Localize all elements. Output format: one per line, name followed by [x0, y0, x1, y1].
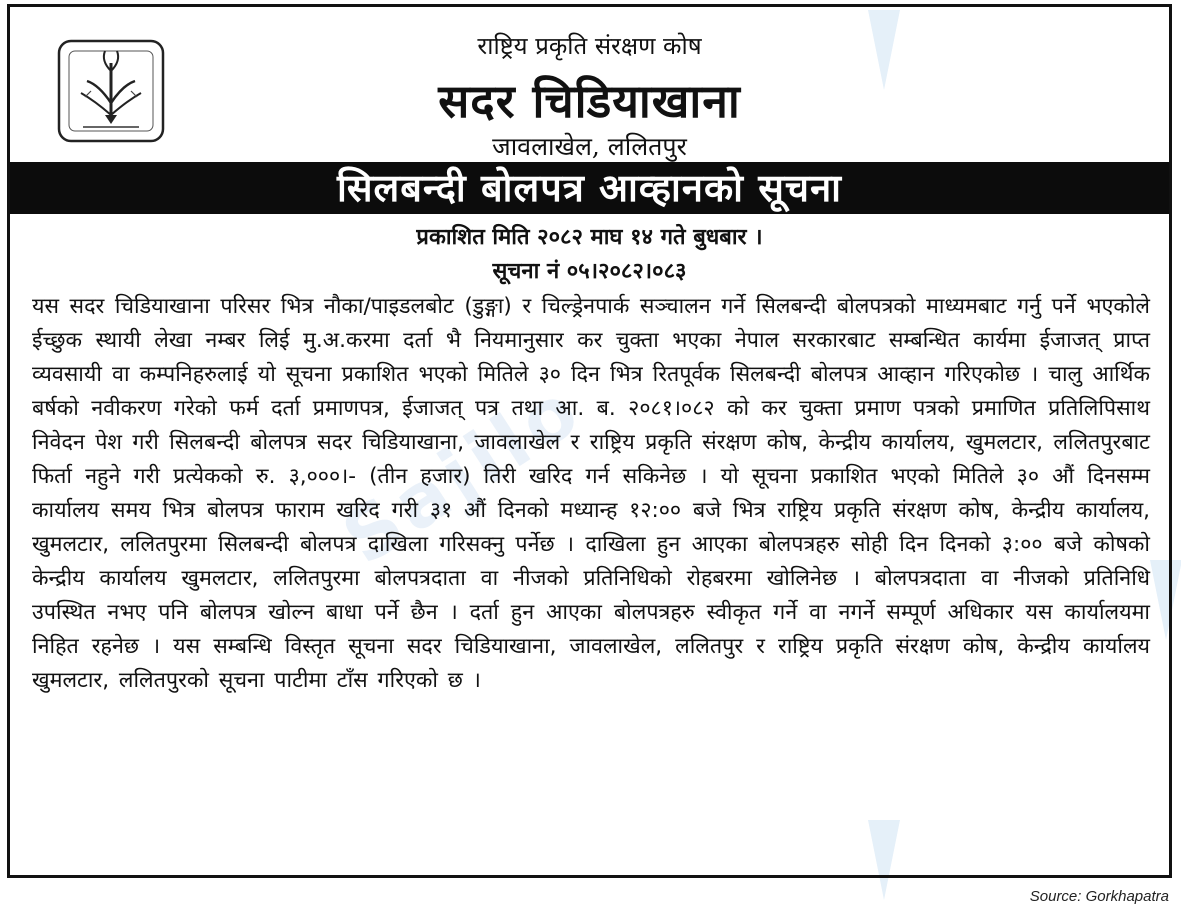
notice-title: सिलबन्दी बोलपत्र आव्हानको सूचना: [10, 162, 1169, 214]
tender-notice: [7, 4, 1172, 878]
published-date: प्रकाशित मिति २०८२ माघ १४ गते बुधबार ।: [416, 225, 763, 250]
notice-number: सूचना नं ०५।२०८२।०८३: [492, 259, 687, 284]
source-credit: Source: Gorkhapatra: [1029, 888, 1169, 905]
office-name: सदर चिडियाखाना: [438, 74, 741, 128]
watermark-text: Sajilo: [328, 364, 599, 582]
notice-body: यस सदर चिडियाखाना परिसर भित्र नौका/पाइडलबोट (डुङ्गा) र चिल्ड्रेनपार्क सञ्चालन गर्ने सिलबन्दी बोलपत्रको माध्यमबाट गर्नु पर्ने भएकोले ईच्छुक स्थायी लेखा नम्बर लिई मु.अ.करमा दर्ता भै नियमानुसार कर चुक्ता भएका नेपाल सरकारबाट सम्बन्धित कार्यमा ईजाजत् प्राप्त व्यवसायी वा कम्पनिहरुलाई यो सूचना प्रकाशित भएको मितिले ३० दिन भित्र रितपूर्वक सिलबन्दी बोलपत्र आव्हान गरिएकोछ । चालु आर्थिक बर्षको नवीकरण गरेको फर्म दर्ता प्रमाणपत्र, ईजाजत् पत्र तथा आ. ब. २०८१।०८२ को कर चुक्ता प्रमाण पत्रको प्रमाणित प्रतिलिपिसाथ निवेदन पेश गरी सिलबन्दी बोलपत्र सदर चिडियाखाना, जावलाखेल र राष्ट्रिय प्रकृति संरक्षण कोष, केन्द्रीय कार्यालय, खुमलटार, ललितपुरबाट फिर्ता नहुने गरी प्रत्येकको रु. ३,०००।- (तीन हजार) तिरी खरिद गर्न सकिनेछ । यो सूचना प्रकाशित भएको मितिले ३० औं दिनसम्म कार्यालय समय भित्र बोलपत्र फाराम खरिद गरी ३१ औं दिनको मध्यान्ह १२:०० बजे भित्र राष्ट्रिय प्रकृति संरक्षण कोष, केन्द्रीय कार्यालय, खुमलटार, ललितपुरमा सिलबन्दी बोलपत्र दाखिला गरिसक्नु पर्नेछ । दाखिला हुन आएका बोलपत्रहरु सोही दिन दिनको ३:०० बजे कोषको केन्द्रीय कार्यालय खुमलटार, ललितपुरमा बोलपत्रदाता वा नीजको प्रतिनिधिको रोहबरमा खोलिनेछ । बोलपत्रदाता वा नीजको प्रतिनिधि उपस्थित नभए पनि बोलपत्र खोल्न बाधा पर्ने छैन । दर्ता हुन आएका बोलपत्रहरु स्वीकृत गर्ने वा नगर्ने सम्पूर्ण अधिकार यस कार्यालयमा निहित रहनेछ । यस सम्बन्धि विस्तृत सूचना सदर चिडियाखाना, जावलाखेल, ललितपुर र राष्ट्रिय प्रकृति संरक्षण कोष, केन्द्रीय कार्यालय खुमलटार, ललितपुरको सूचना पाटीमा टाँस गरिएको छ ।: [32, 294, 1150, 693]
office-address: जावलाखेल, ललितपुर: [492, 132, 687, 161]
organization-name: राष्ट्रिय प्रकृति संरक्षण कोष: [477, 32, 702, 60]
